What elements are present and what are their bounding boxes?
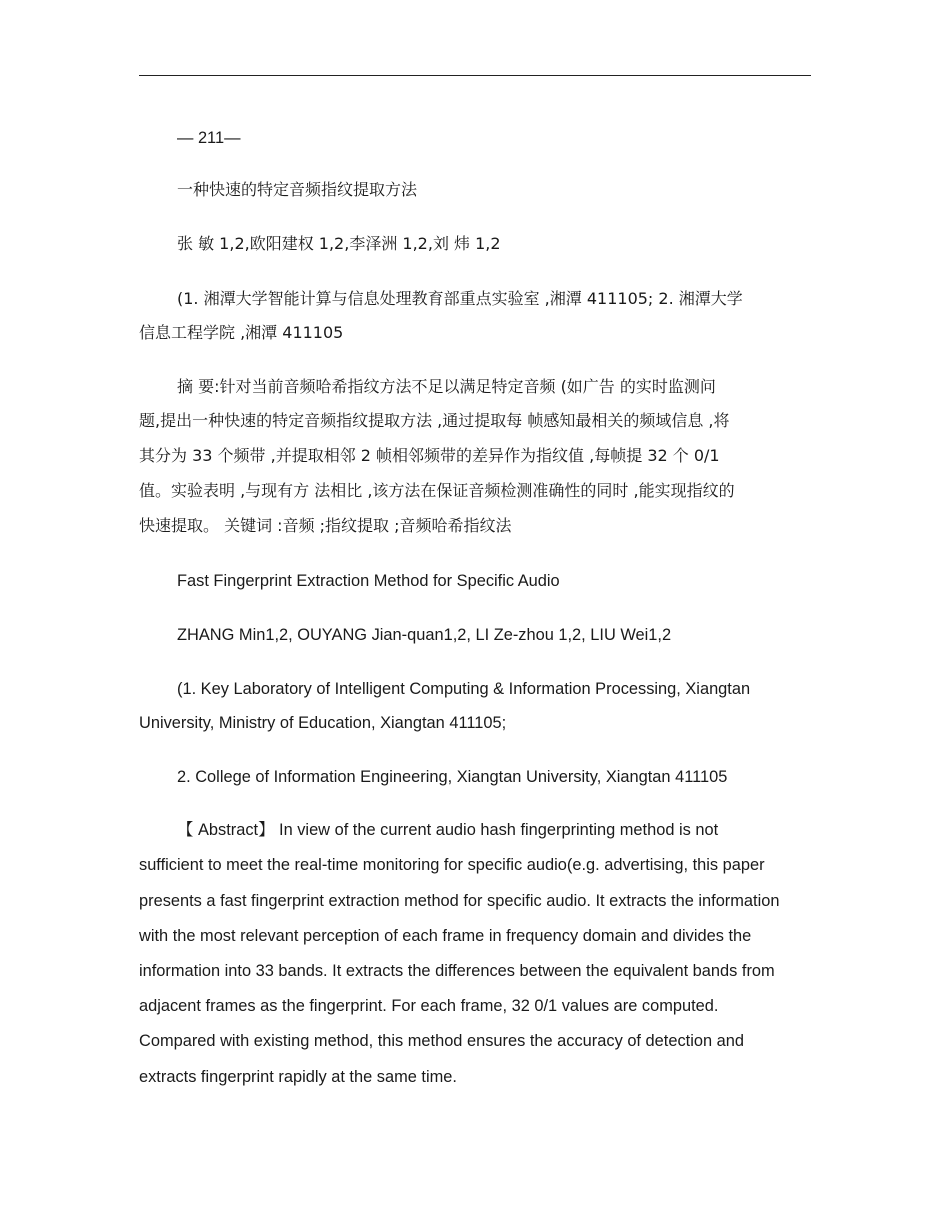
page-number: — 211— xyxy=(177,129,241,147)
chinese-title: 一种快速的特定音频指纹提取方法 xyxy=(177,180,418,199)
chinese-abstract-line: 值。实验表明 ,与现有方 法相比 ,该方法在保证音频检测准确性的同时 ,能实现指纹的 xyxy=(139,481,735,500)
english-abstract-line: presents a fast fingerprint extraction method for specific audio. It extracts the information xyxy=(139,892,780,910)
chinese-authors: 张 敏 1,2,欧阳建权 1,2,李泽洲 1,2,刘 炜 1,2 xyxy=(177,234,501,253)
english-affiliation-line: (1. Key Laboratory of Intelligent Computing & Information Processing, Xiangtan xyxy=(177,680,751,698)
chinese-abstract-line: 快速提取。 关键词 :音频 ;指纹提取 ;音频哈希指纹法 xyxy=(139,516,512,535)
english-abstract-line: adjacent frames as the fingerprint. For each frame, 32 0/1 values are computed. xyxy=(139,997,719,1015)
chinese-affiliation-line: 信息工程学院 ,湘潭 411105 xyxy=(139,323,344,342)
chinese-abstract-line: 摘 要:针对当前音频哈希指纹方法不足以满足特定音频 (如广告 的实时监测问 xyxy=(177,377,716,396)
chinese-abstract-line: 题,提出一种快速的特定音频指纹提取方法 ,通过提取每 帧感知最相关的频域信息 ,将 xyxy=(139,411,730,430)
english-abstract-line: with the most relevant perception of each frame in frequency domain and divides the xyxy=(139,927,752,945)
english-abstract-line: information into 33 bands. It extracts the differences between the equivalent bands from xyxy=(139,962,775,980)
english-abstract-line: Compared with existing method, this method ensures the accuracy of detection and xyxy=(139,1032,744,1050)
chinese-affiliation-line: (1. 湘潭大学智能计算与信息处理教育部重点实验室 ,湘潭 411105; 2. 湘潭大学 xyxy=(177,289,743,308)
chinese-abstract-line: 其分为 33 个频带 ,并提取相邻 2 帧相邻频带的差异作为指纹值 ,每帧提 32 个 0/1 xyxy=(139,446,720,465)
english-abstract-line: extracts fingerprint rapidly at the same time. xyxy=(139,1068,457,1086)
english-title: Fast Fingerprint Extraction Method for Specific Audio xyxy=(177,572,560,590)
header-rule xyxy=(139,75,811,76)
english-abstract-line: sufficient to meet the real-time monitoring for specific audio(e.g. advertising, this paper xyxy=(139,856,765,874)
english-authors: ZHANG Min1,2, OUYANG Jian-quan1,2, LI Ze-zhou 1,2, LIU Wei1,2 xyxy=(177,626,672,644)
english-affiliation-line: 2. College of Information Engineering, Xiangtan University, Xiangtan 411105 xyxy=(177,768,728,786)
english-abstract-line: 【 Abstract】 In view of the current audio hash fingerprinting method is not xyxy=(177,821,719,839)
english-affiliation-line: University, Ministry of Education, Xiangtan 411105; xyxy=(139,714,507,732)
